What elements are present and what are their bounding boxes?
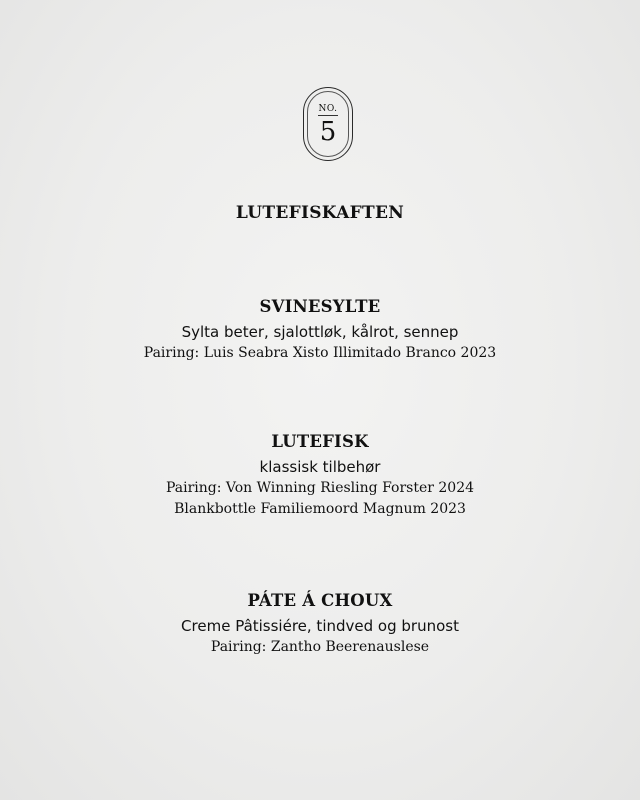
- course-lutefisk: [0, 431, 640, 520]
- course-pairing-extra: Blankbottle Familiemoord Magnum 2023: [174, 501, 466, 517]
- course-name: PÁTE Á CHOUX: [247, 591, 393, 610]
- menu-number-badge: [303, 87, 353, 161]
- course-description: klassisk tilbehør: [259, 458, 381, 476]
- course-description: Sylta beter, sjalottløk, kålrot, sennep: [181, 323, 459, 341]
- course-pairing: Pairing: Zantho Beerenauslese: [210, 639, 430, 655]
- menu-title: LUTEFISKAFTEN: [235, 203, 405, 223]
- course-name: SVINESYLTE: [259, 297, 381, 316]
- course-pairing: Pairing: Luis Seabra Xisto Illimitado Branco 2023: [143, 345, 497, 361]
- course-svinesylte: [0, 296, 640, 364]
- course-pairing: Pairing: Von Winning Riesling Forster 2024: [165, 480, 475, 496]
- badge-label: NO.: [318, 104, 338, 114]
- course-pate-a-choux: [0, 590, 640, 658]
- menu-number-badge-inner: [307, 91, 349, 157]
- badge-number: 5: [319, 117, 337, 147]
- course-description: Creme Pâtissiére, tindved og brunost: [181, 617, 459, 635]
- course-name: LUTEFISK: [271, 432, 369, 451]
